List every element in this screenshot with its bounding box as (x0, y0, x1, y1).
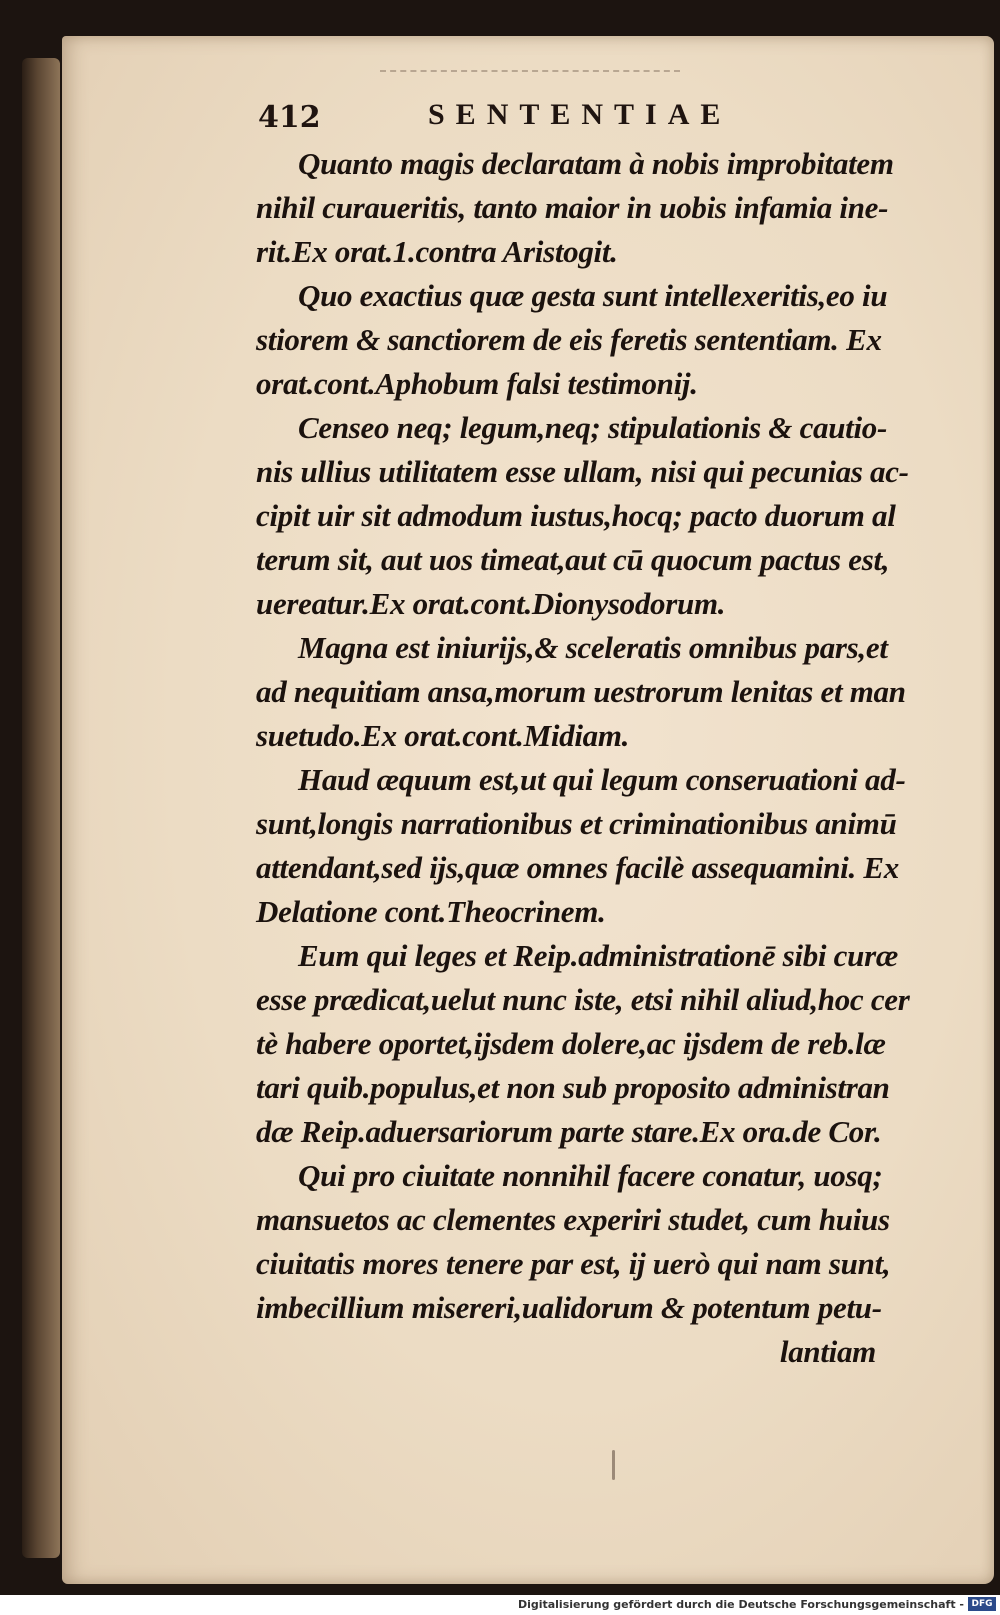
text-line: Magna est iniurijs,& sceleratis omnibus pars,et (298, 630, 888, 665)
page-header (258, 96, 958, 136)
text-line: Eum qui leges et Reip.administrationē sibi curæ (298, 938, 898, 973)
text-line: uereatur.Ex orat.cont.Dionysodorum. (256, 586, 726, 621)
text-line: suetudo.Ex orat.cont.Midiam. (256, 718, 630, 753)
running-title: SENTENTIAE (428, 98, 732, 131)
catchword: lantiam (779, 1334, 876, 1369)
footer-credit: Digitalisierung gefördert durch die Deutsche Forschungsgemeinschaft - (517, 1598, 964, 1611)
dfg-logo: DFG (968, 1597, 996, 1611)
book-page-edge (22, 58, 60, 1558)
top-ornament-rule (380, 70, 680, 72)
text-line: terum sit, aut uos timeat,aut cū quocum pactus est, (256, 542, 890, 577)
text-line: orat.cont.Aphobum falsi testimonij. (256, 366, 698, 401)
text-line: rit.Ex orat.1.contra Aristogit. (256, 234, 618, 269)
text-line: Haud æquum est,ut qui legum conseruationi ad- (298, 762, 906, 797)
text-line: Quanto magis declaratam à nobis improbitatem (298, 146, 894, 181)
text-line: Censeo neq; legum,neq; stipulationis & cautio- (298, 410, 888, 445)
body-text (256, 142, 956, 1370)
text-line: dæ Reip.aduersariorum parte stare.Ex ora.de Cor. (256, 1114, 882, 1149)
text-line: ciuitatis mores tenere par est, ij uerò qui nam sunt, (256, 1246, 891, 1281)
text-line: nihil curaueritis, tanto maior in uobis infamia ine- (256, 190, 889, 225)
text-line: tari quib.populus,et non sub proposito administran (256, 1070, 890, 1105)
ink-mark (612, 1450, 615, 1480)
text-line: mansuetos ac clementes experiri studet, cum huius (256, 1202, 890, 1237)
text-line: imbecillium misereri,ualidorum & potentum petu- (256, 1290, 882, 1325)
text-line: Qui pro ciuitate nonnihil facere conatur, uosq; (298, 1158, 883, 1193)
text-line: nis ullius utilitatem esse ullam, nisi qui pecunias ac- (256, 454, 909, 489)
text-line: Quo exactius quæ gesta sunt intellexeritis,eo iu (298, 278, 888, 313)
text-line: esse prædicat,uelut nunc iste, etsi nihil aliud,hoc cer (256, 982, 910, 1017)
text-line: attendant,sed ijs,quæ omnes facilè assequamini. Ex (256, 850, 899, 885)
text-line: tè habere oportet,ijsdem dolere,ac ijsdem de reb.læ (256, 1026, 886, 1061)
page-number: 412 (258, 100, 321, 135)
text-line: stiorem & sanctiorem de eis feretis sententiam. Ex (256, 322, 882, 357)
text-line: Delatione cont.Theocrinem. (256, 894, 606, 929)
text-line: sunt,longis narrationibus et criminationibus animū (256, 806, 897, 841)
text-line: cipit uir sit admodum iustus,hocq; pacto duorum al (256, 498, 896, 533)
text-line: ad nequitiam ansa,morum uestrorum lenitas et man (256, 674, 906, 709)
